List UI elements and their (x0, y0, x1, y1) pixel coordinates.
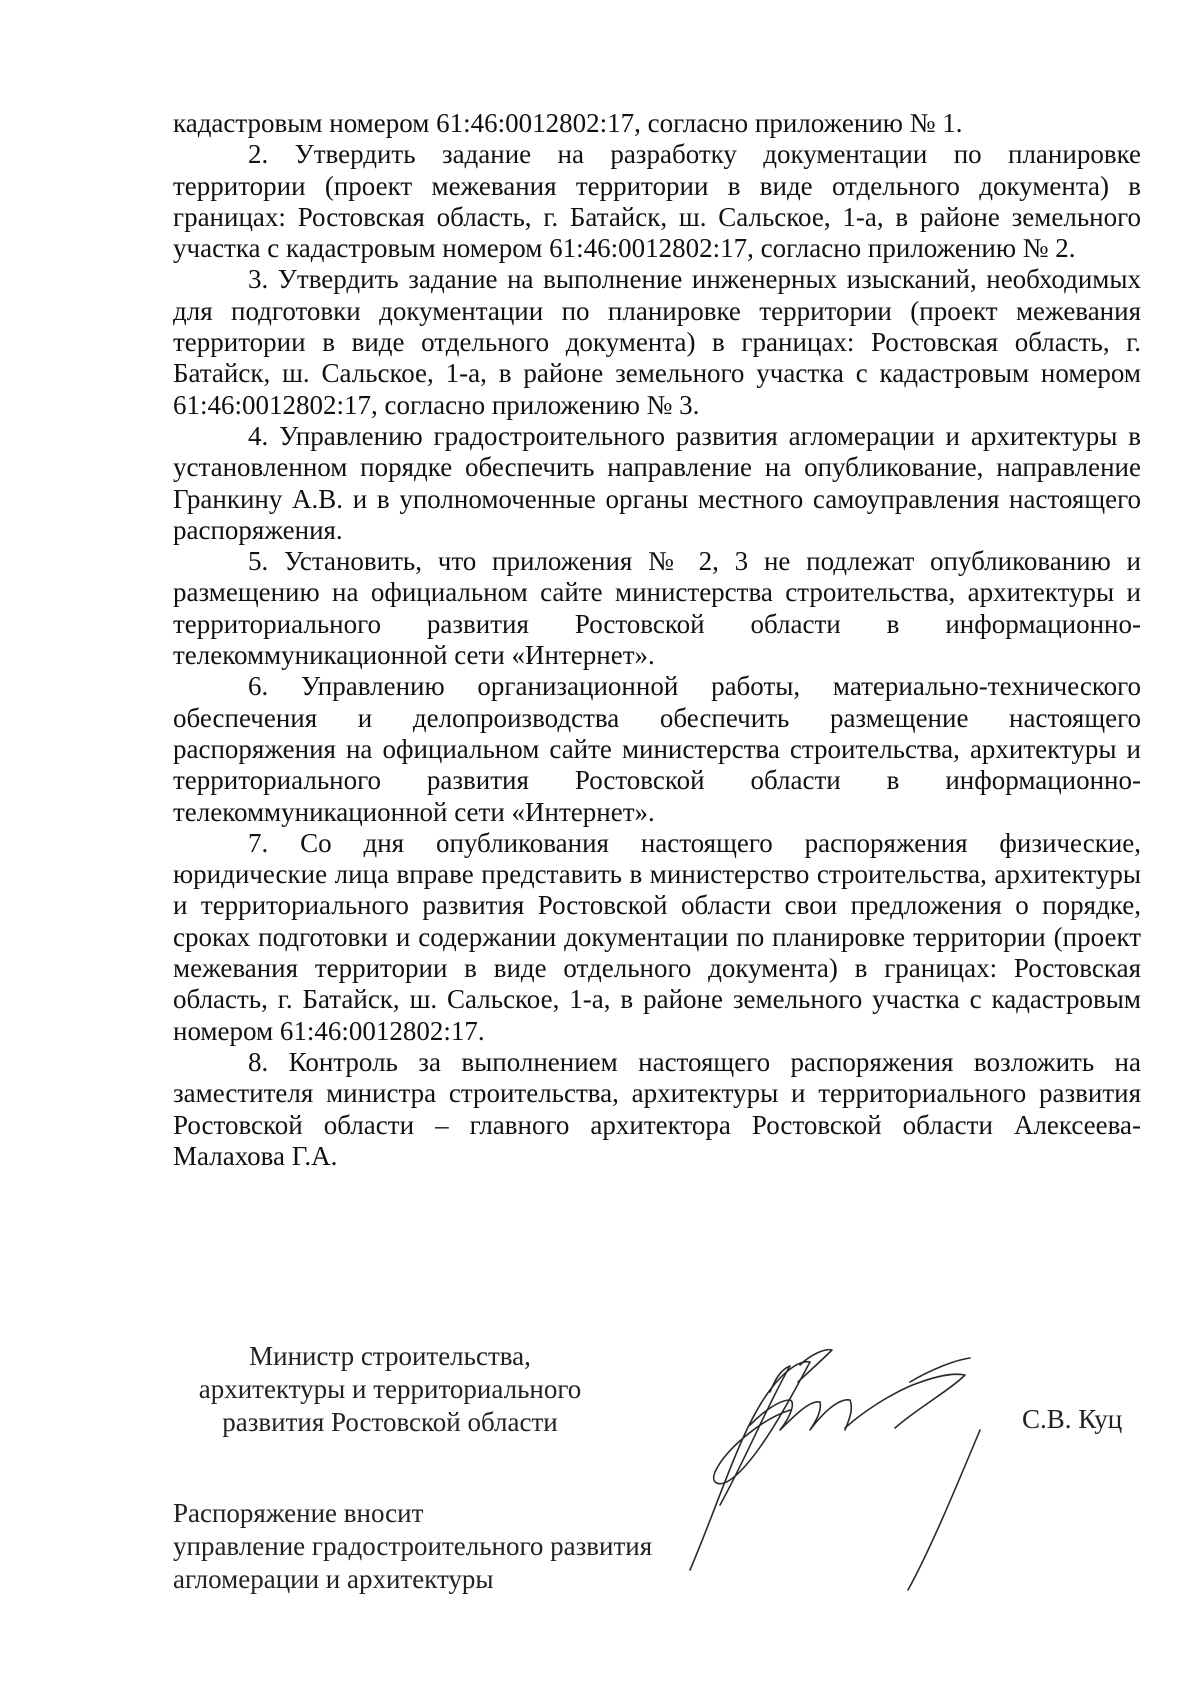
continuation-line: кадастровым номером 61:46:0012802:17, согласно приложению № 1. (173, 108, 963, 138)
footer-note (173, 1497, 652, 1596)
signatory-title-line: развития Ростовской области (222, 1407, 558, 1437)
footer-note-line: Распоряжение вносит (173, 1498, 424, 1528)
paragraph-4: 4. Управлению градостроительного развития агломерации и архитектуры в установленном порядке обеспечить направление на опубликование, направление Гранкину А.В. и в уполномоченные органы местного самоуправления настоящего распоряжения. (173, 420, 1141, 545)
handwritten-signature (650, 1300, 1070, 1600)
signatory-title-line: архитектуры и территориального (198, 1374, 582, 1404)
signatory-name: С.В. Куц (1022, 1404, 1123, 1434)
footer-note-line: управление градостроительного развития (173, 1531, 653, 1561)
paragraph-8: 8. Контроль за выполнением настоящего распоряжения возложить на заместителя министра строительства, архитектуры и территориального развития Ростовской области – главного архитектора Ростовской области Алексеева-Малахова Г.А. (173, 1046, 1141, 1171)
paragraph-7: 7. Со дня опубликования настоящего распоряжения физические, юридические лица вправе представить в министерство строительства, архитектуры и территориального развития Ростовской области свои предложения о порядке, сроках подготовки и содержании документации по планировке территории (проект межевания территории в виде отдельного документа) в границах: Ростовская область, г. Батайск, ш. Сальское, 1-а, в районе земельного участка с кадастровым номером 61:46:0012802:17. (173, 827, 1141, 1046)
document-body (173, 108, 1141, 1172)
paragraph-2: 2. Утвердить задание на разработку документации по планировке территории (проект межевания территории в виде отдельного документа) в границах: Ростовская область, г. Батайск, ш. Сальское, 1-а, в районе земельного участка с кадастровым номером 61:46:0012802:17, согласно приложению № 2. (173, 139, 1141, 264)
paragraph-5: 5. Установить, что приложения № 2, 3 не подлежат опубликованию и размещению на официальном сайте министерства строительства, архитектуры и территориального развития Ростовской области в информационно-телекоммуникационной сети «Интернет». (173, 546, 1141, 671)
paragraph-3: 3. Утвердить задание на выполнение инженерных изысканий, необходимых для подготовки документации по планировке территории (проект межевания территории в виде отдельного документа) в границах: Ростовская область, г. Батайск, ш. Сальское, 1-а, в районе земельного участка с кадастровым номером 61:46:0012802:17, согласно приложению № 3. (173, 264, 1141, 420)
paragraph-6: 6. Управлению организационной работы, материально-технического обеспечения и делопроизводства обеспечить размещение настоящего распоряжения на официальном сайте министерства строительства, архитектуры и территориального развития Ростовской области в информационно-телекоммуникационной сети «Интернет». (173, 671, 1141, 827)
signatory-title-line: Министр строительства, (249, 1341, 531, 1371)
signatory-title (160, 1340, 620, 1439)
footer-note-line: агломерации и архитектуры (173, 1564, 494, 1594)
